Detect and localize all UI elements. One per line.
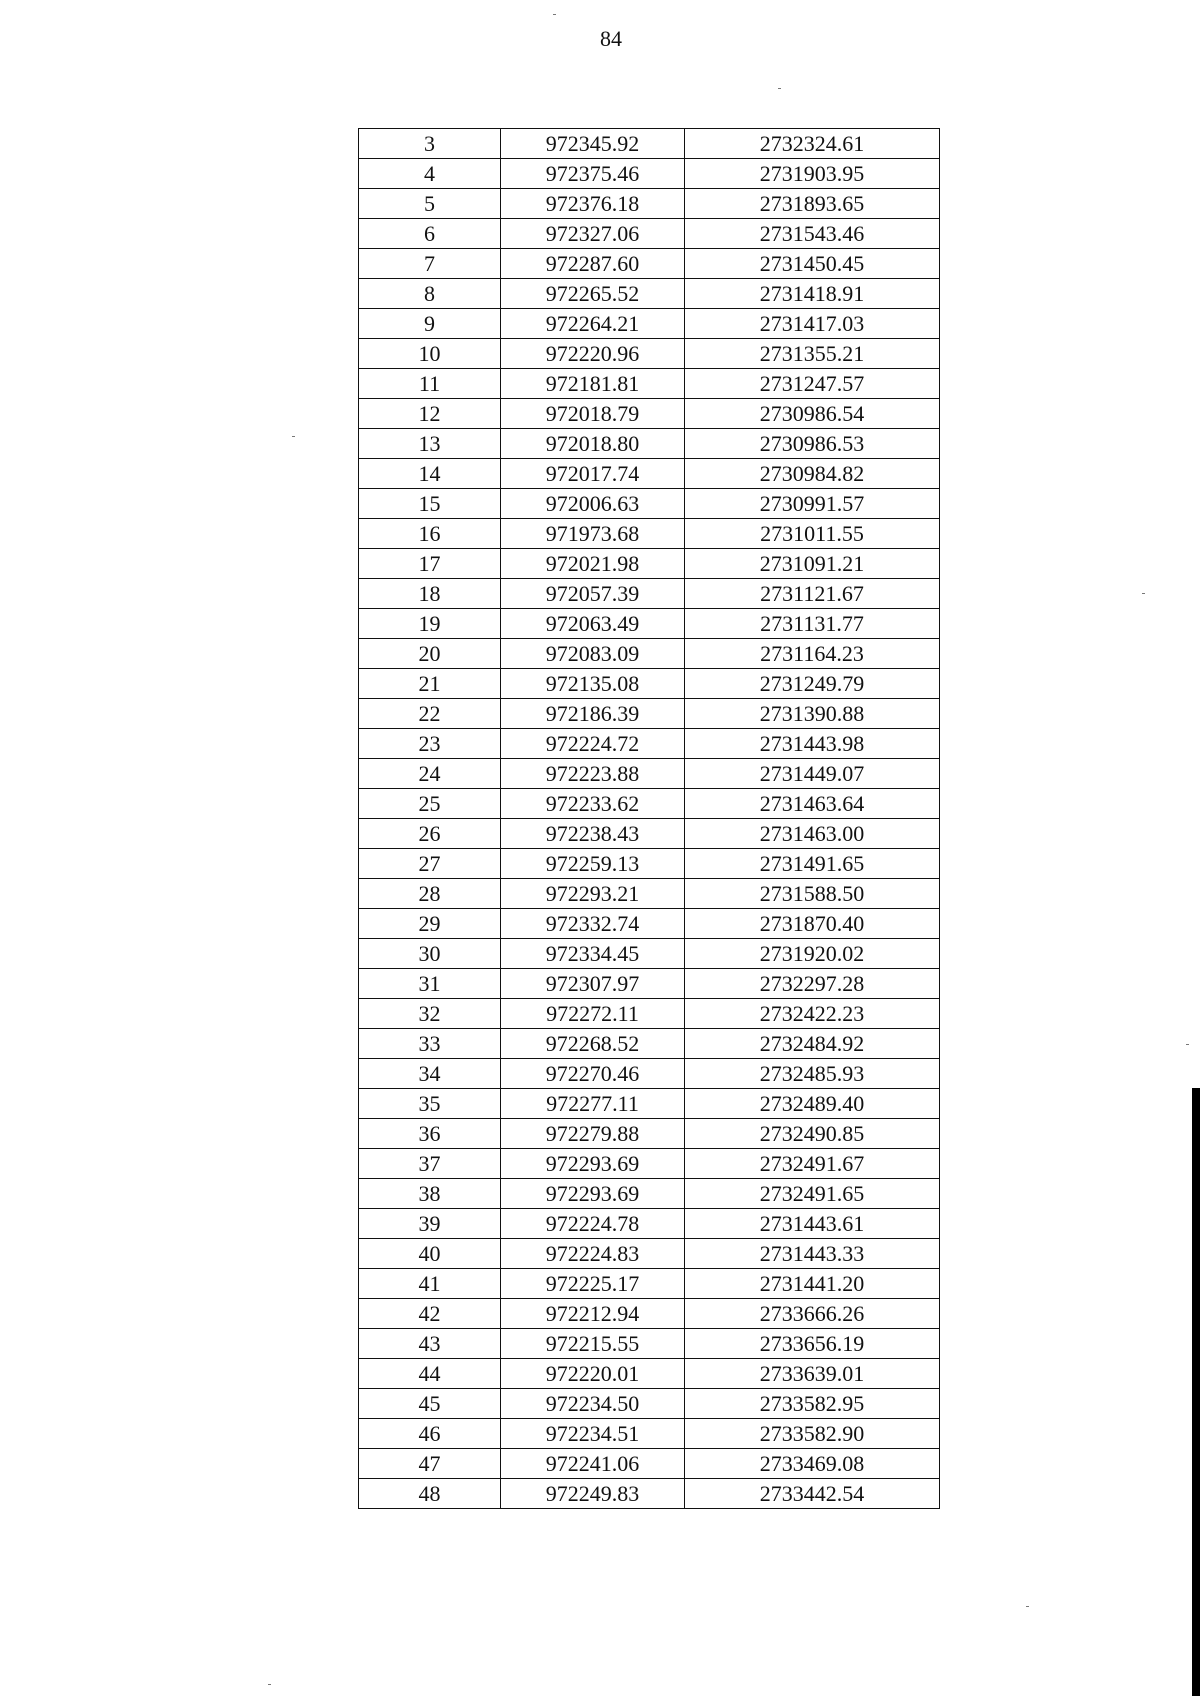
point-number-cell: 23	[359, 729, 501, 759]
y-coordinate-cell: 2731443.33	[685, 1239, 940, 1269]
y-coordinate-cell: 2731441.20	[685, 1269, 940, 1299]
x-coordinate-cell: 972186.39	[501, 699, 685, 729]
point-number-cell: 44	[359, 1359, 501, 1389]
scan-speck	[1026, 1606, 1029, 1607]
point-number-cell: 14	[359, 459, 501, 489]
table-row	[359, 399, 940, 429]
point-number-cell: 24	[359, 759, 501, 789]
y-coordinate-cell: 2731870.40	[685, 909, 940, 939]
point-number-cell: 38	[359, 1179, 501, 1209]
point-number-cell: 39	[359, 1209, 501, 1239]
table-row	[359, 1329, 940, 1359]
point-number-cell: 19	[359, 609, 501, 639]
point-number-cell: 29	[359, 909, 501, 939]
x-coordinate-cell: 972270.46	[501, 1059, 685, 1089]
x-coordinate-cell: 972265.52	[501, 279, 685, 309]
point-number-cell: 17	[359, 549, 501, 579]
y-coordinate-cell: 2731390.88	[685, 699, 940, 729]
table-row	[359, 789, 940, 819]
point-number-cell: 13	[359, 429, 501, 459]
point-number-cell: 3	[359, 129, 501, 159]
y-coordinate-cell: 2733442.54	[685, 1479, 940, 1509]
y-coordinate-cell: 2731893.65	[685, 189, 940, 219]
point-number-cell: 31	[359, 969, 501, 999]
y-coordinate-cell: 2731091.21	[685, 549, 940, 579]
table-row	[359, 759, 940, 789]
point-number-cell: 18	[359, 579, 501, 609]
table-row	[359, 669, 940, 699]
y-coordinate-cell: 2731121.67	[685, 579, 940, 609]
table-row	[359, 1389, 940, 1419]
x-coordinate-cell: 972135.08	[501, 669, 685, 699]
point-number-cell: 6	[359, 219, 501, 249]
x-coordinate-cell: 972224.72	[501, 729, 685, 759]
table-row	[359, 1209, 940, 1239]
table-row	[359, 999, 940, 1029]
y-coordinate-cell: 2731450.45	[685, 249, 940, 279]
x-coordinate-cell: 972224.83	[501, 1239, 685, 1269]
x-coordinate-cell: 972293.21	[501, 879, 685, 909]
page-number: 84	[600, 26, 622, 51]
y-coordinate-cell: 2731164.23	[685, 639, 940, 669]
y-coordinate-cell: 2731443.98	[685, 729, 940, 759]
table-row	[359, 309, 940, 339]
y-coordinate-cell: 2730991.57	[685, 489, 940, 519]
x-coordinate-cell: 972223.88	[501, 759, 685, 789]
point-number-cell: 43	[359, 1329, 501, 1359]
point-number-cell: 30	[359, 939, 501, 969]
table-row	[359, 429, 940, 459]
table-row	[359, 819, 940, 849]
y-coordinate-cell: 2731903.95	[685, 159, 940, 189]
y-coordinate-cell: 2731463.00	[685, 819, 940, 849]
y-coordinate-cell: 2732484.92	[685, 1029, 940, 1059]
y-coordinate-cell: 2731355.21	[685, 339, 940, 369]
y-coordinate-cell: 2731463.64	[685, 789, 940, 819]
point-number-cell: 21	[359, 669, 501, 699]
y-coordinate-cell: 2731443.61	[685, 1209, 940, 1239]
table-row	[359, 1179, 940, 1209]
x-coordinate-cell: 972327.06	[501, 219, 685, 249]
point-number-cell: 42	[359, 1299, 501, 1329]
table-row	[359, 1089, 940, 1119]
point-number-cell: 27	[359, 849, 501, 879]
table-row	[359, 639, 940, 669]
coordinates-table	[358, 128, 940, 1509]
point-number-cell: 34	[359, 1059, 501, 1089]
table-row	[359, 519, 940, 549]
point-number-cell: 22	[359, 699, 501, 729]
point-number-cell: 37	[359, 1149, 501, 1179]
x-coordinate-cell: 972375.46	[501, 159, 685, 189]
table-row	[359, 159, 940, 189]
point-number-cell: 4	[359, 159, 501, 189]
y-coordinate-cell: 2732297.28	[685, 969, 940, 999]
point-number-cell: 8	[359, 279, 501, 309]
point-number-cell: 12	[359, 399, 501, 429]
table-row	[359, 909, 940, 939]
table-row	[359, 219, 940, 249]
table-row	[359, 969, 940, 999]
x-coordinate-cell: 972018.80	[501, 429, 685, 459]
x-coordinate-cell: 972215.55	[501, 1329, 685, 1359]
point-number-cell: 11	[359, 369, 501, 399]
x-coordinate-cell: 972063.49	[501, 609, 685, 639]
point-number-cell: 25	[359, 789, 501, 819]
x-coordinate-cell: 972334.45	[501, 939, 685, 969]
coordinates-table-container	[358, 128, 940, 1509]
point-number-cell: 36	[359, 1119, 501, 1149]
table-row	[359, 879, 940, 909]
point-number-cell: 9	[359, 309, 501, 339]
y-coordinate-cell: 2733582.95	[685, 1389, 940, 1419]
y-coordinate-cell: 2731588.50	[685, 879, 940, 909]
y-coordinate-cell: 2732324.61	[685, 129, 940, 159]
y-coordinate-cell: 2732422.23	[685, 999, 940, 1029]
x-coordinate-cell: 972287.60	[501, 249, 685, 279]
table-row	[359, 1299, 940, 1329]
table-row	[359, 1269, 940, 1299]
scan-speck	[1186, 1044, 1189, 1045]
point-number-cell: 47	[359, 1449, 501, 1479]
x-coordinate-cell: 972225.17	[501, 1269, 685, 1299]
point-number-cell: 7	[359, 249, 501, 279]
y-coordinate-cell: 2733639.01	[685, 1359, 940, 1389]
table-row	[359, 489, 940, 519]
x-coordinate-cell: 972345.92	[501, 129, 685, 159]
x-coordinate-cell: 972293.69	[501, 1179, 685, 1209]
scan-speck	[553, 14, 556, 15]
point-number-cell: 28	[359, 879, 501, 909]
x-coordinate-cell: 972220.96	[501, 339, 685, 369]
x-coordinate-cell: 972006.63	[501, 489, 685, 519]
point-number-cell: 16	[359, 519, 501, 549]
x-coordinate-cell: 972181.81	[501, 369, 685, 399]
table-row	[359, 129, 940, 159]
x-coordinate-cell: 972376.18	[501, 189, 685, 219]
table-row	[359, 849, 940, 879]
x-coordinate-cell: 972234.51	[501, 1419, 685, 1449]
x-coordinate-cell: 972259.13	[501, 849, 685, 879]
table-row	[359, 549, 940, 579]
x-coordinate-cell: 972220.01	[501, 1359, 685, 1389]
scan-edge-bar	[1192, 1088, 1200, 1696]
table-row	[359, 189, 940, 219]
scan-speck	[292, 436, 295, 437]
table-row	[359, 1449, 940, 1479]
y-coordinate-cell: 2732490.85	[685, 1119, 940, 1149]
x-coordinate-cell: 972057.39	[501, 579, 685, 609]
x-coordinate-cell: 972234.50	[501, 1389, 685, 1419]
table-row	[359, 1119, 940, 1149]
point-number-cell: 5	[359, 189, 501, 219]
table-row	[359, 579, 940, 609]
table-row	[359, 1239, 940, 1269]
point-number-cell: 35	[359, 1089, 501, 1119]
y-coordinate-cell: 2731131.77	[685, 609, 940, 639]
y-coordinate-cell: 2731543.46	[685, 219, 940, 249]
coordinates-table-body	[359, 129, 940, 1509]
point-number-cell: 15	[359, 489, 501, 519]
table-row	[359, 249, 940, 279]
scan-speck	[1142, 593, 1145, 594]
y-coordinate-cell: 2732491.67	[685, 1149, 940, 1179]
scan-speck	[268, 1684, 271, 1685]
x-coordinate-cell: 972249.83	[501, 1479, 685, 1509]
table-row	[359, 1149, 940, 1179]
y-coordinate-cell: 2731418.91	[685, 279, 940, 309]
y-coordinate-cell: 2732491.65	[685, 1179, 940, 1209]
y-coordinate-cell: 2732489.40	[685, 1089, 940, 1119]
x-coordinate-cell: 972018.79	[501, 399, 685, 429]
x-coordinate-cell: 972083.09	[501, 639, 685, 669]
table-row	[359, 459, 940, 489]
y-coordinate-cell: 2733656.19	[685, 1329, 940, 1359]
x-coordinate-cell: 972238.43	[501, 819, 685, 849]
x-coordinate-cell: 972332.74	[501, 909, 685, 939]
point-number-cell: 10	[359, 339, 501, 369]
table-row	[359, 1059, 940, 1089]
x-coordinate-cell: 972017.74	[501, 459, 685, 489]
point-number-cell: 41	[359, 1269, 501, 1299]
x-coordinate-cell: 972264.21	[501, 309, 685, 339]
point-number-cell: 46	[359, 1419, 501, 1449]
x-coordinate-cell: 972277.11	[501, 1089, 685, 1119]
y-coordinate-cell: 2731449.07	[685, 759, 940, 789]
point-number-cell: 32	[359, 999, 501, 1029]
x-coordinate-cell: 972272.11	[501, 999, 685, 1029]
y-coordinate-cell: 2730984.82	[685, 459, 940, 489]
y-coordinate-cell: 2733666.26	[685, 1299, 940, 1329]
x-coordinate-cell: 971973.68	[501, 519, 685, 549]
table-row	[359, 729, 940, 759]
y-coordinate-cell: 2733469.08	[685, 1449, 940, 1479]
table-row	[359, 279, 940, 309]
y-coordinate-cell: 2732485.93	[685, 1059, 940, 1089]
table-row	[359, 609, 940, 639]
point-number-cell: 20	[359, 639, 501, 669]
point-number-cell: 45	[359, 1389, 501, 1419]
x-coordinate-cell: 972241.06	[501, 1449, 685, 1479]
x-coordinate-cell: 972293.69	[501, 1149, 685, 1179]
x-coordinate-cell: 972307.97	[501, 969, 685, 999]
y-coordinate-cell: 2731249.79	[685, 669, 940, 699]
y-coordinate-cell: 2731011.55	[685, 519, 940, 549]
table-row	[359, 1419, 940, 1449]
table-row	[359, 939, 940, 969]
x-coordinate-cell: 972268.52	[501, 1029, 685, 1059]
y-coordinate-cell: 2731920.02	[685, 939, 940, 969]
point-number-cell: 26	[359, 819, 501, 849]
table-row	[359, 369, 940, 399]
y-coordinate-cell: 2733582.90	[685, 1419, 940, 1449]
table-row	[359, 699, 940, 729]
y-coordinate-cell: 2731247.57	[685, 369, 940, 399]
table-row	[359, 1479, 940, 1509]
x-coordinate-cell: 972212.94	[501, 1299, 685, 1329]
y-coordinate-cell: 2731491.65	[685, 849, 940, 879]
table-row	[359, 1359, 940, 1389]
y-coordinate-cell: 2730986.53	[685, 429, 940, 459]
x-coordinate-cell: 972021.98	[501, 549, 685, 579]
x-coordinate-cell: 972224.78	[501, 1209, 685, 1239]
point-number-cell: 48	[359, 1479, 501, 1509]
table-row	[359, 339, 940, 369]
table-row	[359, 1029, 940, 1059]
scan-speck	[778, 88, 781, 89]
x-coordinate-cell: 972279.88	[501, 1119, 685, 1149]
y-coordinate-cell: 2731417.03	[685, 309, 940, 339]
point-number-cell: 40	[359, 1239, 501, 1269]
point-number-cell: 33	[359, 1029, 501, 1059]
x-coordinate-cell: 972233.62	[501, 789, 685, 819]
y-coordinate-cell: 2730986.54	[685, 399, 940, 429]
